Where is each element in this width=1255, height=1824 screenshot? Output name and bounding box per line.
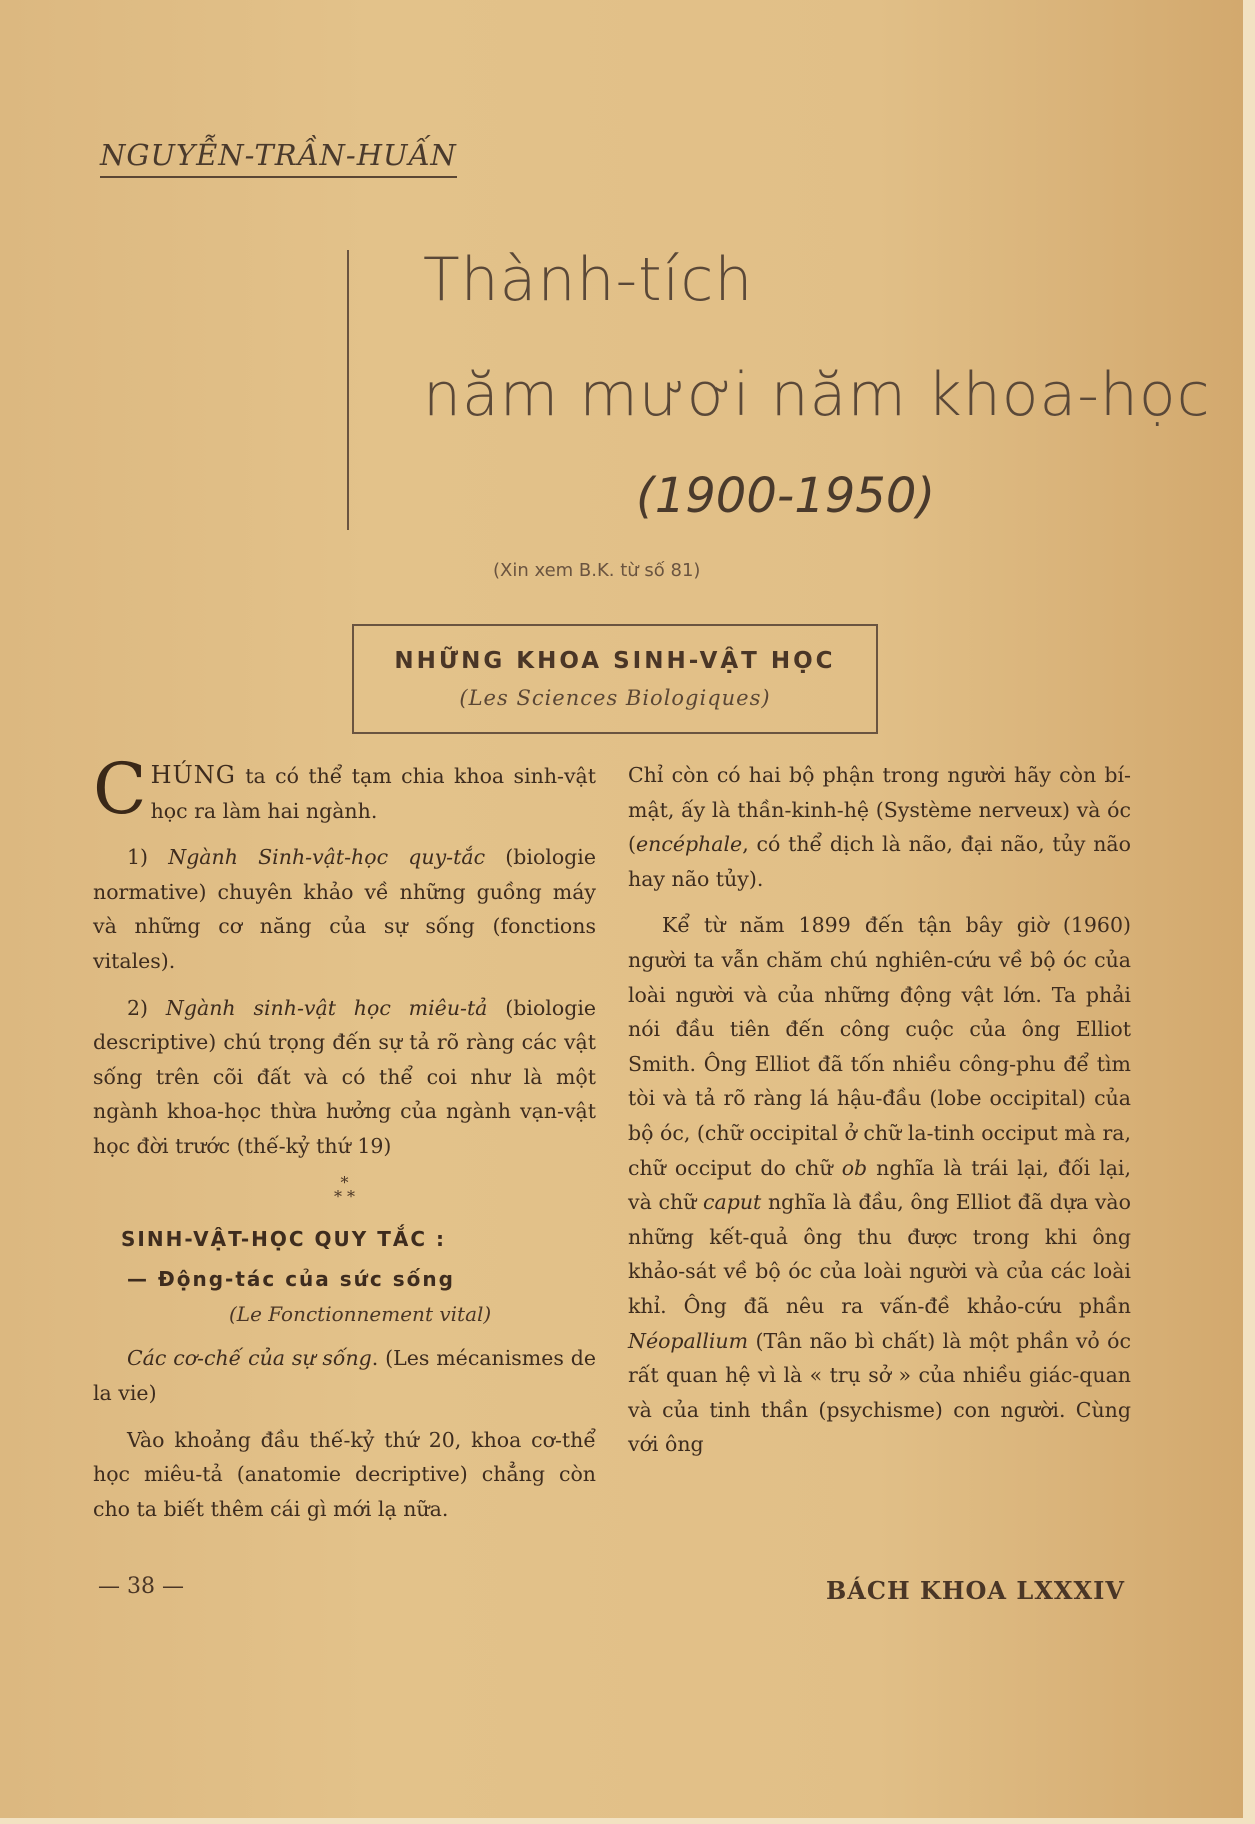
elliot-text-b: nghĩa là trái lại, đối lại, và chữ	[628, 1155, 1131, 1215]
intro-text: ta có thể tạm chia khoa sinh-vật học ra làm hai ngành.	[150, 764, 596, 823]
paper-edge-bottom	[0, 1818, 1255, 1824]
term-caput: caput	[703, 1190, 762, 1215]
article-years: (1900-1950)	[636, 468, 936, 524]
term-normative: Ngành Sinh-vật-học quy-tắc	[168, 845, 486, 870]
normative-text: (biologie normative) chuyên khảo về những guồng máy và những cơ năng của sự sống (fonctions vitales).	[93, 845, 596, 973]
section-subtitle: (Les Sciences Biologiques)	[459, 686, 771, 710]
subsection-subheading: — Động-tác của sức sống	[127, 1267, 455, 1292]
separator-stars-bottom: * *	[333, 1186, 356, 1206]
descriptive-text: (biologie descriptive) chú trọng đến sự tả rõ ràng các vật sống trên cõi đất và có thể coi như là một ngành khoa-học thừa hưởng của ngành vạn-vật học đời trước (thế-kỷ thứ 19)	[93, 995, 597, 1158]
paragraph-mechanisms	[93, 1341, 596, 1410]
term-descriptive: Ngành sinh-vật học miêu-tả	[165, 995, 488, 1020]
article-title-line2: năm mươi năm khoa-học	[423, 360, 1211, 430]
term-ob: ob	[841, 1155, 868, 1180]
intro-capword: HÚNG	[150, 761, 236, 789]
term-mechanisms: Các cơ-chế của sự sống	[127, 1346, 372, 1371]
elliot-text-a: Kể từ năm 1899 đến tận bây giờ (1960) người ta vẫn chăm chú nghiên-cứu về bộ óc của loài người và của những động vật lớn. Ta phải nói đầu tiên đến công cuộc của ông Elliot Smith. Ông Elliot đã tốn nhiều công-phu để tìm tòi và tả rõ ràng lá hậu-đầu (lobe occipital) của bộ óc, (chữ occipital ở chữ la-tinh occiput mà ra, chữ occiput do chữ	[628, 913, 1131, 1180]
mechanisms-text: . (Les mécanismes de la vie)	[93, 1346, 596, 1405]
nervous-text-b: , có thể dịch là não, đại não, tủy não hay não tủy).	[628, 832, 1131, 891]
article-title-line1: Thành-tích	[423, 245, 754, 315]
list-marker-2: 2)	[127, 995, 166, 1020]
paper-edge-right	[1243, 0, 1255, 1824]
subsection-subheading-french: (Le Fonctionnement vital)	[229, 1301, 492, 1326]
continuation-note: (Xin xem B.K. từ số 81)	[493, 560, 701, 581]
separator-star-top: *	[340, 1172, 349, 1192]
left-column	[93, 748, 597, 1538]
paragraph-intro	[93, 748, 596, 830]
title-divider-bar	[347, 250, 349, 530]
term-encephale: encéphale	[636, 832, 743, 857]
journal-issue: BÁCH KHOA LXXXIV	[825, 1576, 1125, 1605]
elliot-text-c: nghĩa là đầu, ông Elliot đã dựa vào những kết-quả ông thu được trong khi ông khảo-sát về bộ óc của loài người và của các loài khỉ. Ông đã nêu ra vấn-đề khảo-cứu phần	[628, 1190, 1131, 1318]
paragraph-nervous-system	[628, 758, 1131, 896]
subsection-heading: SINH-VẬT-HỌC QUY TẮC :	[121, 1226, 446, 1251]
page-number: — 38 —	[98, 1574, 184, 1599]
author-name: NGUYỄN-TRẦN-HUẤN	[100, 138, 457, 178]
paragraph-anatomy: Vào khoảng đầu thế-kỷ thứ 20, khoa cơ-thể học miêu-tả (anatomie decriptive) chẳng còn cho ta biết thêm cái gì mới lạ nữa.	[93, 1427, 596, 1521]
elliot-text-d: (Tân não bì chất) là một phần vỏ óc rất quan hệ vì là « trụ sở » của nhiều giác-quan và của tinh thần (psychisme) con người. Cùng với ông	[628, 1328, 1131, 1457]
nervous-text-a: Chỉ còn có hai bộ phận trong người hãy còn bí-mật, ấy là thần-kinh-hệ (Système nerveux) và óc (	[628, 763, 1131, 857]
paragraph-descriptive	[93, 991, 596, 1164]
section-title: NHỮNG KHOA SINH-VẬT HỌC	[394, 648, 836, 674]
section-separator	[93, 1172, 596, 1206]
right-column	[628, 758, 1131, 1474]
paragraph-elliot-smith	[628, 908, 1131, 1462]
paragraph-normative	[93, 840, 596, 978]
section-title-box	[352, 624, 878, 734]
drop-cap: C	[93, 748, 147, 830]
term-neopallium: Néopallium	[628, 1328, 749, 1353]
list-marker-1: 1)	[127, 845, 169, 870]
